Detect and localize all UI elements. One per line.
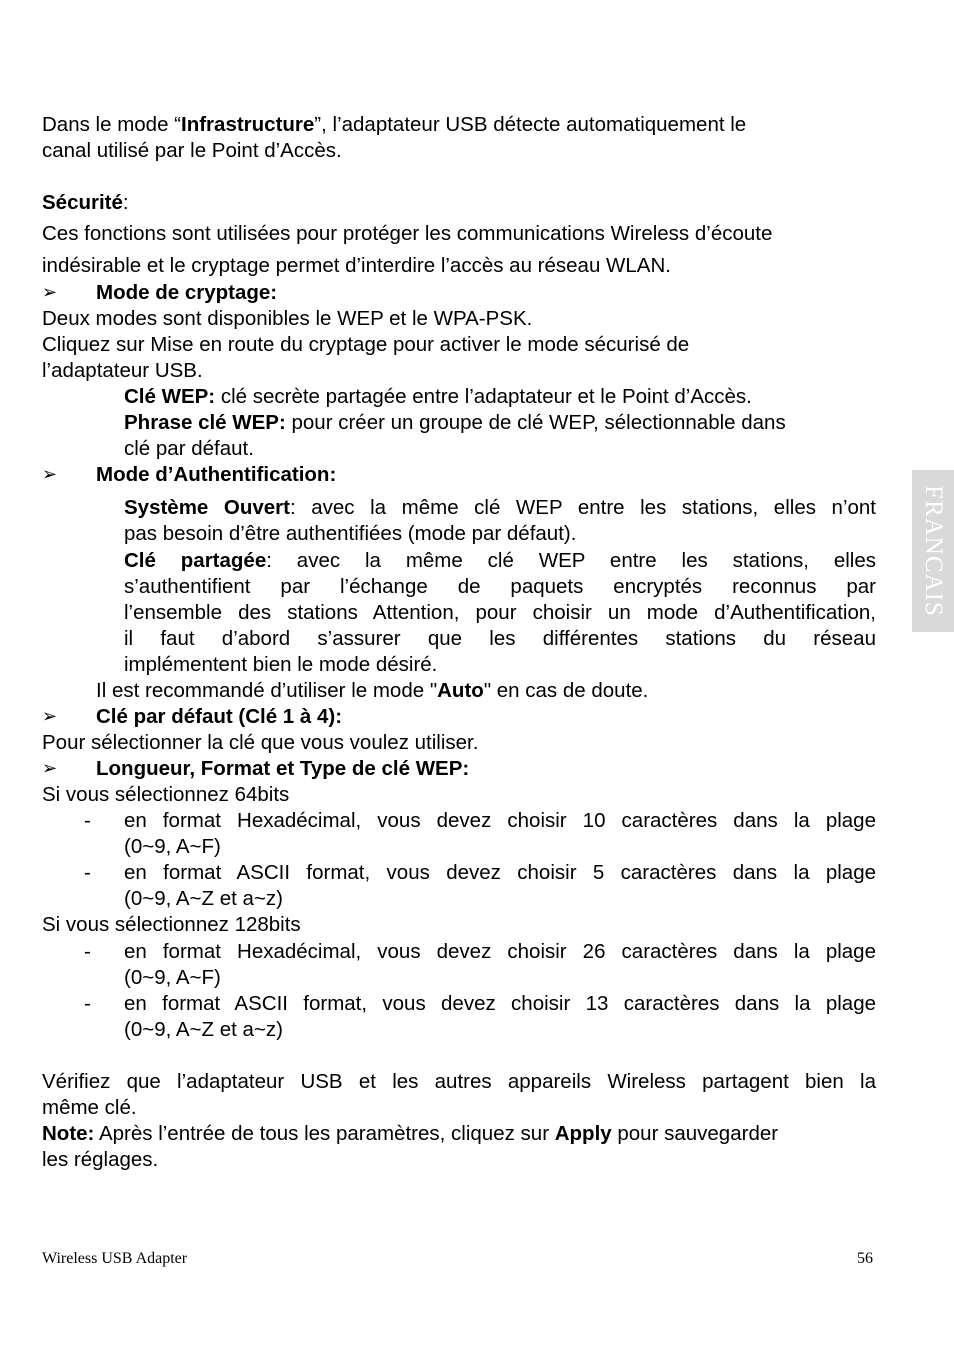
- cle-partagee-line-2: s’authentifient par l’échange de paquets encryptés reconnus par: [124, 575, 876, 598]
- cryptage-heading: Mode de cryptage:: [96, 281, 278, 304]
- page-number: 56: [857, 1250, 873, 1267]
- s128-ascii-line-1: en format ASCII format, vous devez choisir 13 caractères dans la plage: [124, 992, 876, 1015]
- s128-hex-line-1: en format Hexadécimal, vous devez choisir 26 caractères dans la plage: [124, 940, 876, 963]
- s64-ascii-line-1: en format ASCII format, vous devez choisir 5 caractères dans la plage: [124, 861, 876, 884]
- intro-line-2: canal utilisé par le Point d’Accès.: [42, 139, 342, 162]
- longueur-heading: Longueur, Format et Type de clé WEP:: [96, 757, 470, 780]
- systeme-ouvert-line-2: pas besoin d’être authentifiées (mode par défaut).: [124, 522, 577, 545]
- phrase-cle-line-2: clé par défaut.: [124, 437, 254, 460]
- intro-line-1: Dans le mode “Infrastructure”, l’adaptateur USB détecte automatiquement le: [42, 113, 747, 136]
- dash-bullet: -: [84, 992, 91, 1015]
- note-line-1: Note: Après l’entrée de tous les paramètres, cliquez sur Apply pour sauvegarder: [42, 1122, 779, 1145]
- closing-line-2: même clé.: [42, 1096, 137, 1119]
- s128-ascii-line-2: (0~9, A~Z et a~z): [124, 1018, 283, 1041]
- systeme-ouvert-line-1: Système Ouvert: avec la même clé WEP entre les stations, elles n’ont: [124, 496, 876, 519]
- securite-line-1: Ces fonctions sont utilisées pour protéger les communications Wireless d’écoute: [42, 222, 773, 245]
- bullet-arrow-icon: ➢: [42, 282, 58, 303]
- cle-partagee-line-4: il faut d’abord s’assurer que les différentes stations du réseau: [124, 627, 876, 650]
- bullet-arrow-icon: ➢: [42, 464, 58, 485]
- dash-bullet: -: [84, 861, 91, 884]
- footer-title: Wireless USB Adapter: [42, 1250, 188, 1267]
- select-64bits: Si vous sélectionnez 64bits: [42, 783, 290, 806]
- language-side-tab-label: FRANCAIS: [920, 485, 947, 617]
- cryptage-line-2: Cliquez sur Mise en route du cryptage pour activer le mode sécurisé de: [42, 333, 690, 356]
- auth-recommendation: Il est recommandé d’utiliser le mode "Auto" en cas de doute.: [96, 679, 649, 702]
- cle-wep-item: Clé WEP: clé secrète partagée entre l’adaptateur et le Point d’Accès.: [124, 385, 752, 408]
- s128-hex-line-2: (0~9, A~F): [124, 966, 221, 989]
- cle-defaut-line-1: Pour sélectionner la clé que vous voulez utiliser.: [42, 731, 479, 754]
- s64-hex-line-1: en format Hexadécimal, vous devez choisir 10 caractères dans la plage: [124, 809, 876, 832]
- cle-partagee-line-3: l’ensemble des stations Attention, pour choisir un mode d’Authentification,: [124, 601, 876, 624]
- bullet-arrow-icon: ➢: [42, 758, 58, 779]
- closing-line-1: Vérifiez que l’adaptateur USB et les autres appareils Wireless partagent bien la: [42, 1070, 876, 1093]
- dash-bullet: -: [84, 809, 91, 832]
- cle-partagee-line-1: Clé partagée: avec la même clé WEP entre les stations, elles: [124, 549, 876, 572]
- bullet-arrow-icon: ➢: [42, 706, 58, 727]
- cryptage-line-1: Deux modes sont disponibles le WEP et le WPA-PSK.: [42, 307, 533, 330]
- cryptage-line-3: l’adaptateur USB.: [42, 359, 203, 382]
- auth-heading: Mode d’Authentification:: [96, 463, 337, 486]
- cle-partagee-line-5: implémentent bien le mode désiré.: [124, 653, 438, 676]
- dash-bullet: -: [84, 940, 91, 963]
- s64-ascii-line-2: (0~9, A~Z et a~z): [124, 887, 283, 910]
- select-128bits: Si vous sélectionnez 128bits: [42, 913, 301, 936]
- securite-line-2: indésirable et le cryptage permet d’interdire l’accès au réseau WLAN.: [42, 254, 671, 277]
- s64-hex-line-2: (0~9, A~F): [124, 835, 221, 858]
- cle-defaut-heading: Clé par défaut (Clé 1 à 4):: [96, 705, 343, 728]
- language-side-tab: [912, 470, 954, 632]
- securite-heading: Sécurité:: [42, 191, 129, 214]
- note-line-2: les réglages.: [42, 1148, 159, 1171]
- phrase-cle-item: Phrase clé WEP: pour créer un groupe de clé WEP, sélectionnable dans: [124, 411, 786, 434]
